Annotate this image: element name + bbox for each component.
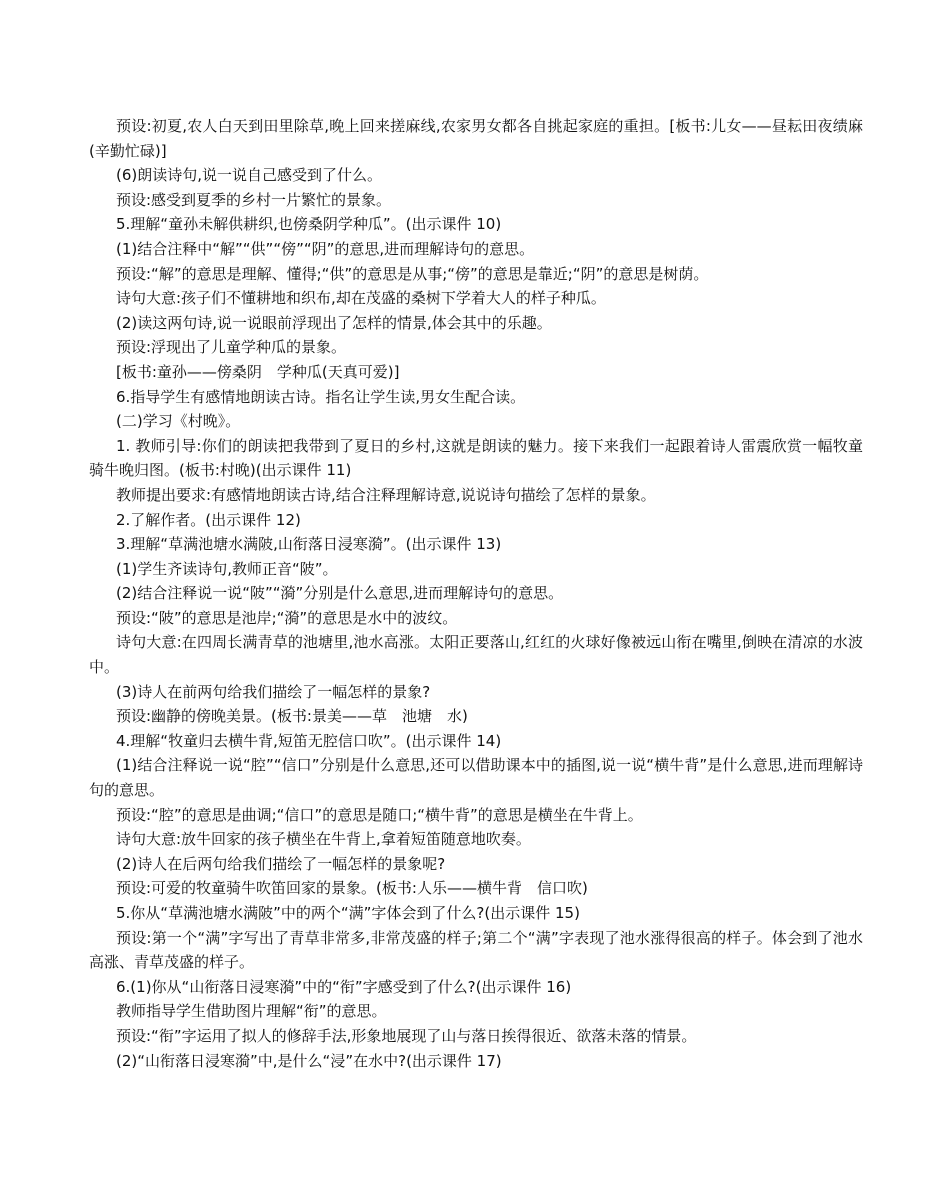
- paragraph: (6)朗读诗句,说一说自己感受到了什么。: [116, 166, 383, 185]
- paragraph: (1)学生齐读诗句,教师正音“陂”。: [116, 559, 338, 578]
- paragraph: [板书:童孙——傍桑阴 学种瓜(天真可爱)]: [116, 362, 400, 381]
- paragraph: 预设:可爱的牧童骑牛吹笛回家的景象。(板书:人乐——横牛背 信口吹): [116, 879, 588, 898]
- paragraph: 预设:第一个“满”字写出了青草非常多,非常茂盛的样子;第二个“满”字表现了池水涨得很高的样子。体会到了池水高涨、青草茂盛的样子。: [89, 928, 863, 972]
- paragraph: 预设:“解”的意思是理解、懂得;“供”的意思是从事;“傍”的意思是靠近;“阴”的意思是树荫。: [116, 264, 709, 283]
- document-body: [89, 114, 863, 1073]
- paragraph: (2)读这两句诗,说一说眼前浮现出了怎样的情景,体会其中的乐趣。: [116, 313, 552, 332]
- paragraph: 5.你从“草满池塘水满陂”中的两个“满”字体会到了什么?(出示课件 15): [116, 904, 580, 922]
- paragraph: (2)“山衔落日浸寒漪”中,是什么“浸”在水中?(出示课件 17): [116, 1051, 502, 1070]
- paragraph: 教师提出要求:有感情地朗读古诗,结合注释理解诗意,说说诗句描绘了怎样的景象。: [116, 485, 656, 504]
- paragraph: 预设:幽静的傍晚美景。(板书:景美——草 池塘 水): [116, 707, 468, 726]
- paragraph: (2)诗人在后两句给我们描绘了一幅怎样的景象呢?: [116, 854, 446, 873]
- paragraph: 诗句大意:放牛回家的孩子横坐在牛背上,拿着短笛随意地吹奏。: [116, 830, 531, 849]
- paragraph: 诗句大意:孩子们不懂耕地和织布,却在茂盛的桑树下学着大人的样子种瓜。: [116, 289, 606, 308]
- paragraph: 预设:感受到夏季的乡村一片繁忙的景象。: [116, 190, 392, 209]
- paragraph: 预设:初夏,农人白天到田里除草,晚上回来搓麻线,农家男女都各自挑起家庭的重担。[板书:儿女——昼耘田夜绩麻(辛勤忙碌)]: [89, 117, 863, 160]
- paragraph: 6.(1)你从“山衔落日浸寒漪”中的“衔”字感受到了什么?(出示课件 16): [116, 977, 572, 996]
- paragraph: (1)结合注释中“解”“供”“傍”“阴”的意思,进而理解诗句的意思。: [116, 239, 535, 258]
- paragraph: 教师指导学生借助图片理解“衔”的意思。: [116, 1002, 387, 1021]
- paragraph: 3.理解“草满池塘水满陂,山衔落日浸寒漪”。(出示课件 13): [116, 535, 502, 554]
- paragraph: (3)诗人在前两句给我们描绘了一幅怎样的景象?: [116, 682, 431, 701]
- paragraph: (2)结合注释说一说“陂”“漪”分别是什么意思,进而理解诗句的意思。: [116, 584, 564, 603]
- paragraph: 诗句大意:在四周长满青草的池塘里,池水高涨。太阳正要落山,红红的火球好像被远山衔在嘴里,倒映在清凉的水波中。: [89, 633, 863, 677]
- paragraph: 预设:“陂”的意思是池岸;“漪”的意思是水中的波纹。: [116, 608, 458, 627]
- paragraph: 预设:“腔”的意思是曲调;“信口”的意思是随口;“横牛背”的意思是横坐在牛背上。: [116, 805, 643, 824]
- paragraph: 预设:“衔”字运用了拟人的修辞手法,形象地展现了山与落日挨得很近、欲落未落的情景。: [116, 1026, 697, 1045]
- paragraph: 6.指导学生有感情地朗读古诗。指名让学生读,男女生配合读。: [116, 387, 526, 406]
- paragraph: 1. 教师引导:你们的朗读把我带到了夏日的乡村,这就是朗读的魅力。接下来我们一起跟着诗人雷震欣赏一幅牧童骑牛晚归图。(板书:村晚)(出示课件 11): [89, 436, 863, 480]
- paragraph: (二)学习《村晚》。: [116, 412, 241, 431]
- paragraph: 2.了解作者。(出示课件 12): [116, 510, 301, 529]
- paragraph: 4.理解“牧童归去横牛背,短笛无腔信口吹”。(出示课件 14): [116, 731, 502, 750]
- paragraph: 5.理解“童孙未解供耕织,也傍桑阴学种瓜”。(出示课件 10): [116, 215, 502, 234]
- paragraph: (1)结合注释说一说“腔”“信口”分别是什么意思,还可以借助课本中的插图,说一说“横牛背”是什么意思,进而理解诗句的意思。: [89, 756, 863, 800]
- paragraph: 预设:浮现出了儿童学种瓜的景象。: [116, 338, 347, 357]
